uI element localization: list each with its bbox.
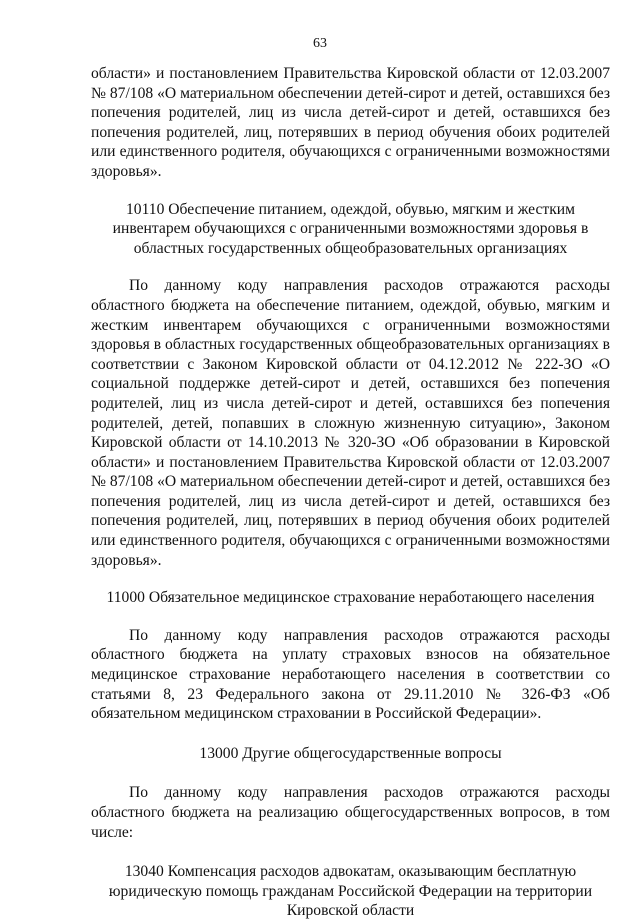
- section-heading-13040: 13040 Компенсация расходов адвокатам, оказывающим бесплатную юридическую помощь гражданам Российской Федерации на территории Кировской области: [108, 863, 593, 920]
- paragraph-10110: По данному коду направления расходов отражаются расходы областного бюджета на обеспечение питанием, одеждой, обувью, мягким и жестким инвентарем обучающихся с ограниченными возможностями здоровья в областных государственных общеобразовательных организациях в соответствии с Законом Кировской области от 04.12.2012 № 222-ЗО «О социальной поддержке детей-сирот и детей, оставшихся без попечения родителей, лиц из числа детей-сирот и детей, оставшихся без попечения родителей, детей, попавших в сложную жизненную ситуацию», Законом Кировской области от 14.10.2013 № 320-ЗО «Об образовании в Кировской области» и постановлением Правительства Кировской области от 12.03.2007 № 87/108 «О материальном обеспечении детей-сирот и детей, оставшихся без попечения родителей, лиц из числа детей-сирот и детей, оставшихся без попечения родителей, лиц, потерявших в период обучения обоих родителей или единственного родителя, обучающихся с ограниченными возможностями здоровья».: [91, 277, 610, 569]
- section-heading-11000: 11000 Обязательное медицинское страхование неработающего населения: [106, 589, 595, 607]
- section-heading-13000: 13000 Другие общегосударственные вопросы: [199, 744, 502, 762]
- paragraph-13000: По данному коду направления расходов отражаются расходы областного бюджета на реализацию общегосударственных вопросов, в том числе:: [91, 784, 610, 841]
- page-number: 63: [313, 36, 327, 51]
- document-body: [91, 64, 610, 921]
- paragraph-continuation: области» и постановлением Правительства Кировской области от 12.03.2007 № 87/108 «О материальном обеспечении детей-сирот и детей, оставшихся без попечения родителей, лиц из числа детей-сирот и детей, оставшихся без попечения родителей, лиц, потерявших в период обучения обоих родителей или единственного родителя, обучающихся с ограниченными возможностями здоровья».: [91, 65, 610, 180]
- paragraph-11000: По данному коду направления расходов отражаются расходы областного бюджета на уплату страховых взносов на обязательное медицинское страхование неработающего населения в соответствии со статьями 8, 23 Федерального закона от 29.11.2010 № 326-ФЗ «Об обязательном медицинском страховании в Российской Федерации».: [91, 626, 610, 723]
- section-heading-10110: 10110 Обеспечение питанием, одеждой, обувью, мягким и жестким инвентарем обучающихся с ограниченными возможностями здоровья в областных государственных общеобразовательных организациях: [112, 200, 589, 257]
